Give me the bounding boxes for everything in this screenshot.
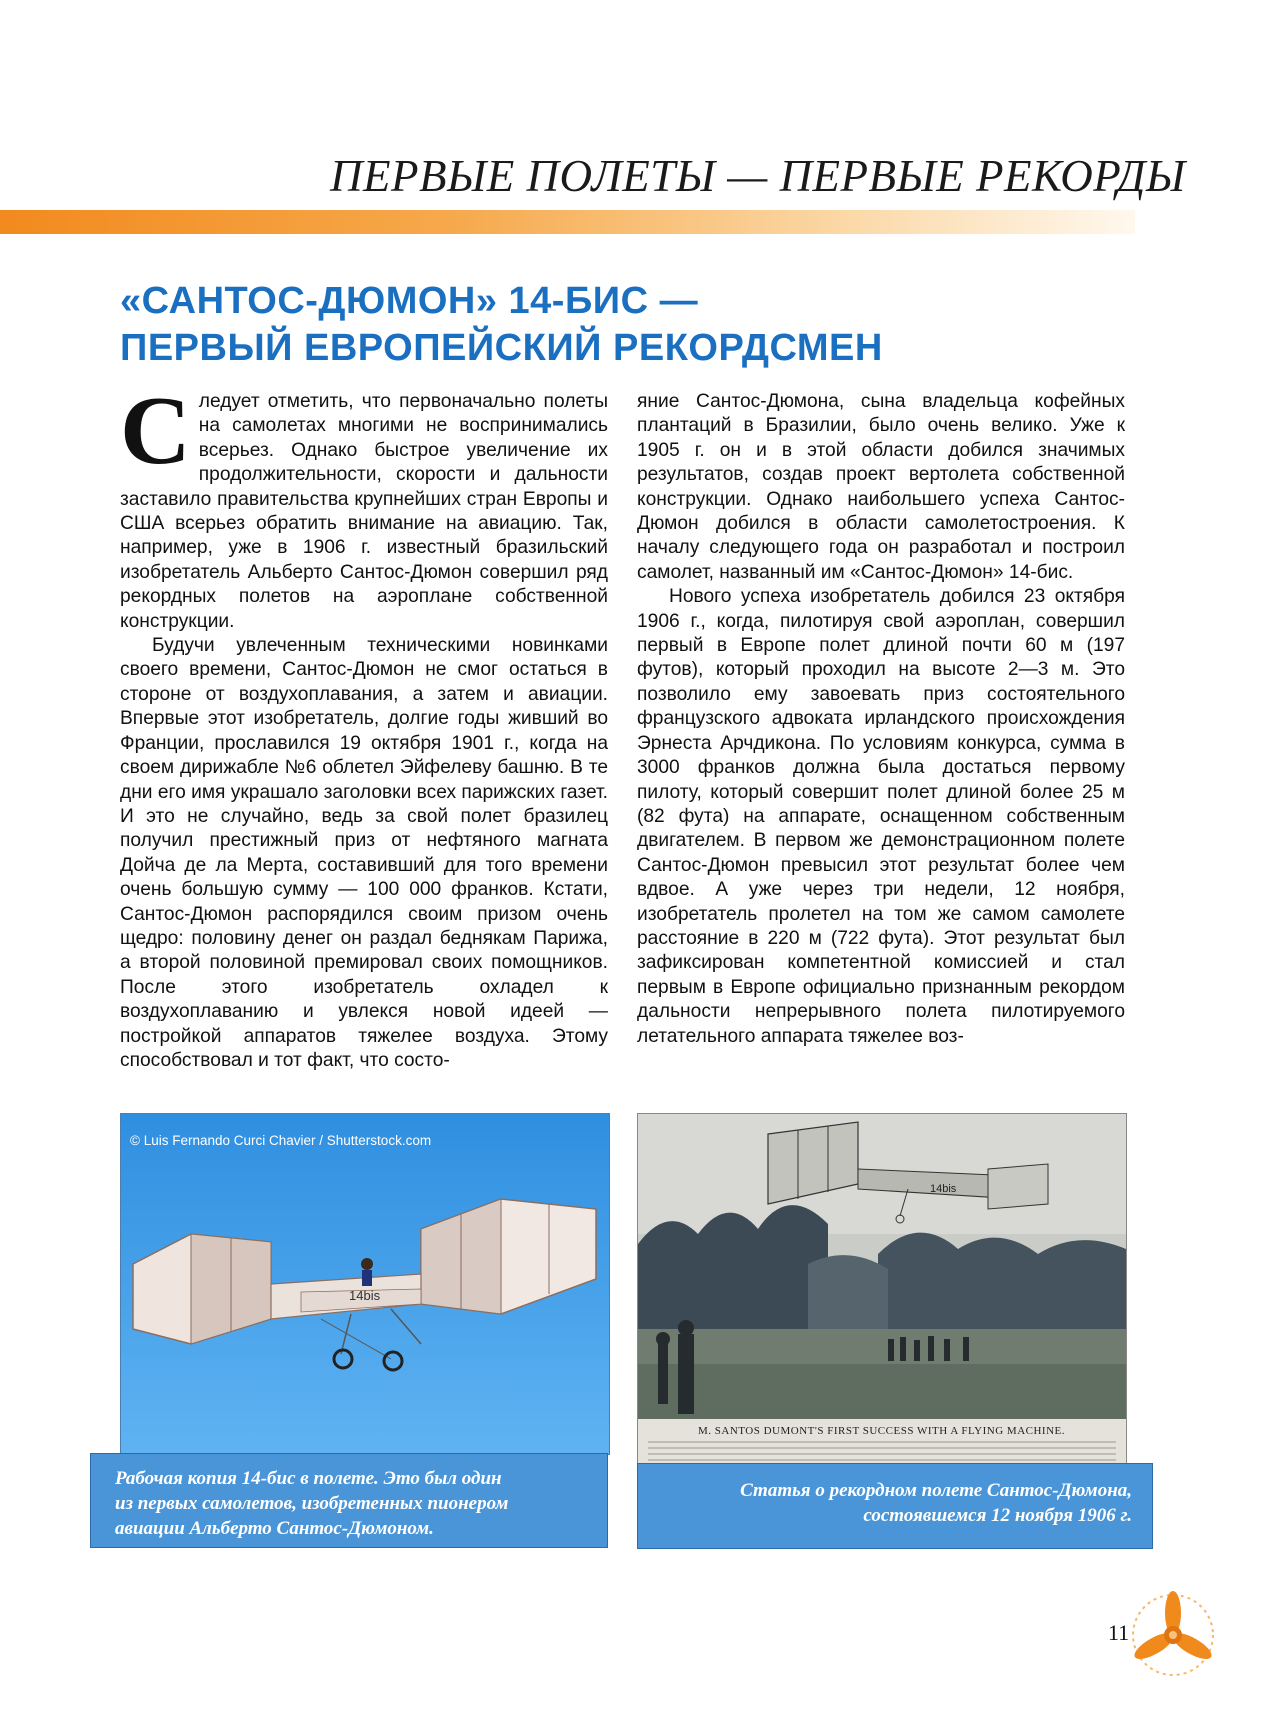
dropcap: С <box>120 377 191 485</box>
page-number: 11 <box>1108 1620 1130 1645</box>
headline-line-1: «САНТОС-ДЮМОН» 14-БИС — <box>120 280 699 322</box>
section-divider-bar <box>0 210 1135 234</box>
historic-plane-label: 14bis <box>930 1183 957 1195</box>
paragraph: Будучи увлеченным техническими новинками своего времени, Сантос-Дюмон не смог остаться в стороне от воздухоплавания, а затем и авиации. Впервые этот изобретатель, долгие годы живший во Франции, прославился 19 октября 1901 г., когда на своем дирижабле №6 облетел Эйфелеву башню. В те дни его имя украшало заголовки всех парижских газет. И это не случайно, ведь за свой полет бразилец получил престижный приз от нефтяного магната Дойча де ла Мерта, составивший для того времени очень большую сумму — 100 000 франков. Кстати, Сантос-Дюмон распорядился своим призом очень щедро: половину денег он раздал беднякам Парижа, а второй половиной премировал своих помощников. После этого изобретатель охладел к воздухоплаванию и увлекся новой идеей — постройкой аппаратов тяжелее воздуха. Этому способствовал и тот факт, что состо- <box>120 635 608 1071</box>
paragraph: яние Сантос-Дюмона, сына владельца кофейных плантаций в Бразилии, было очень велико. Уже к 1905 г. он и в этой области добился значимых результатов, создав проект вертолета собственной конструкции. Однако наибольшего успеха Сантос-Дюмон добился в области самолетостроения. К началу следующего года он разработал и построил самолет, названный им «Сантос-Дюмон» 14-бис. <box>637 391 1125 583</box>
headline-line-2: ПЕРВЫЙ ЕВРОПЕЙСКИЙ РЕКОРДСМЕН <box>120 327 883 369</box>
paragraph <box>120 377 608 634</box>
caption-right-line-1: Статья о рекордном полете Сантос-Дюмона, <box>740 1480 1132 1501</box>
caption-right <box>637 1463 1153 1549</box>
photo-credit: © Luis Fernando Curci Chavier / Shutterstock.com <box>130 1133 432 1148</box>
propeller-icon <box>1128 1590 1218 1680</box>
paragraph-text: ледует отметить, что первоначально полеты на самолетах многими не воспринимались всерьез. Однако быстрое увеличение их продолжительности, скорости и дальности заставило правительства крупнейших стран Европы и США всерьез обратить внимание на авиацию. Так, например, уже в 1906 г. известный бразильский изобретатель Альберто Сантос-Дюмон совершил ряд рекордных полетов на аэроплане собственной конструкции. <box>120 391 608 632</box>
section-title: ПЕРВЫЕ ПОЛЕТЫ — ПЕРВЫЕ РЕКОРДЫ <box>330 151 1186 201</box>
caption-left-line-1: Рабочая копия 14-бис в полете. Это был один <box>115 1468 502 1489</box>
paragraph: Нового успеха изобретатель добился 23 октября 1906 г., когда, пилотируя свой аэроплан, совершил первый в Европе полет длиной почти 60 м (197 футов), который проходил на высоте 2—3 м. Это позволило ему завоевать приз состоятельного французского адвоката ирландского происхождения Эрнеста Арчдикона. По условиям конкурса, сумма в 3000 франков должна была достаться первому пилоту, который совершит полет длиной более 25 м (82 фута) на аппарате, оснащенном собственным двигателем. В первом же демонстрационном полете Сантос-Дюмон превысил этот результат более чем вдвое. А уже через три недели, 12 ноября, изобретатель пролетел на том же самом самолете расстояние в 220 м (722 фута). Этот результат был зафиксирован компетентной комиссией и стал первым в Европе официально признанным рекордом дальности непрерывного полета пилотируемого летательного аппарата тяжелее воз- <box>637 586 1125 1047</box>
caption-right-line-2: состоявшемся 12 ноября 1906 г. <box>863 1505 1132 1526</box>
text-column-left <box>120 377 608 1073</box>
caption-left <box>90 1453 608 1548</box>
historic-flight-illustration <box>638 1114 1126 1464</box>
caption-left-line-2: из первых самолетов, изобретенных пионером <box>115 1493 509 1514</box>
text-column-right <box>637 390 1125 1049</box>
photo-historic-flight <box>637 1113 1127 1465</box>
caption-left-line-3: авиации Альберто Сантос-Дюмоном. <box>115 1518 434 1539</box>
replica-plane-illustration <box>121 1114 609 1454</box>
article-headline <box>120 278 1120 372</box>
replica-plane-label: 14bis <box>349 1288 381 1303</box>
newspaper-heading: M. SANTOS DUMONT'S FIRST SUCCESS WITH A FLYING MACHINE. <box>698 1425 1065 1437</box>
photo-replica-14bis <box>120 1113 610 1455</box>
